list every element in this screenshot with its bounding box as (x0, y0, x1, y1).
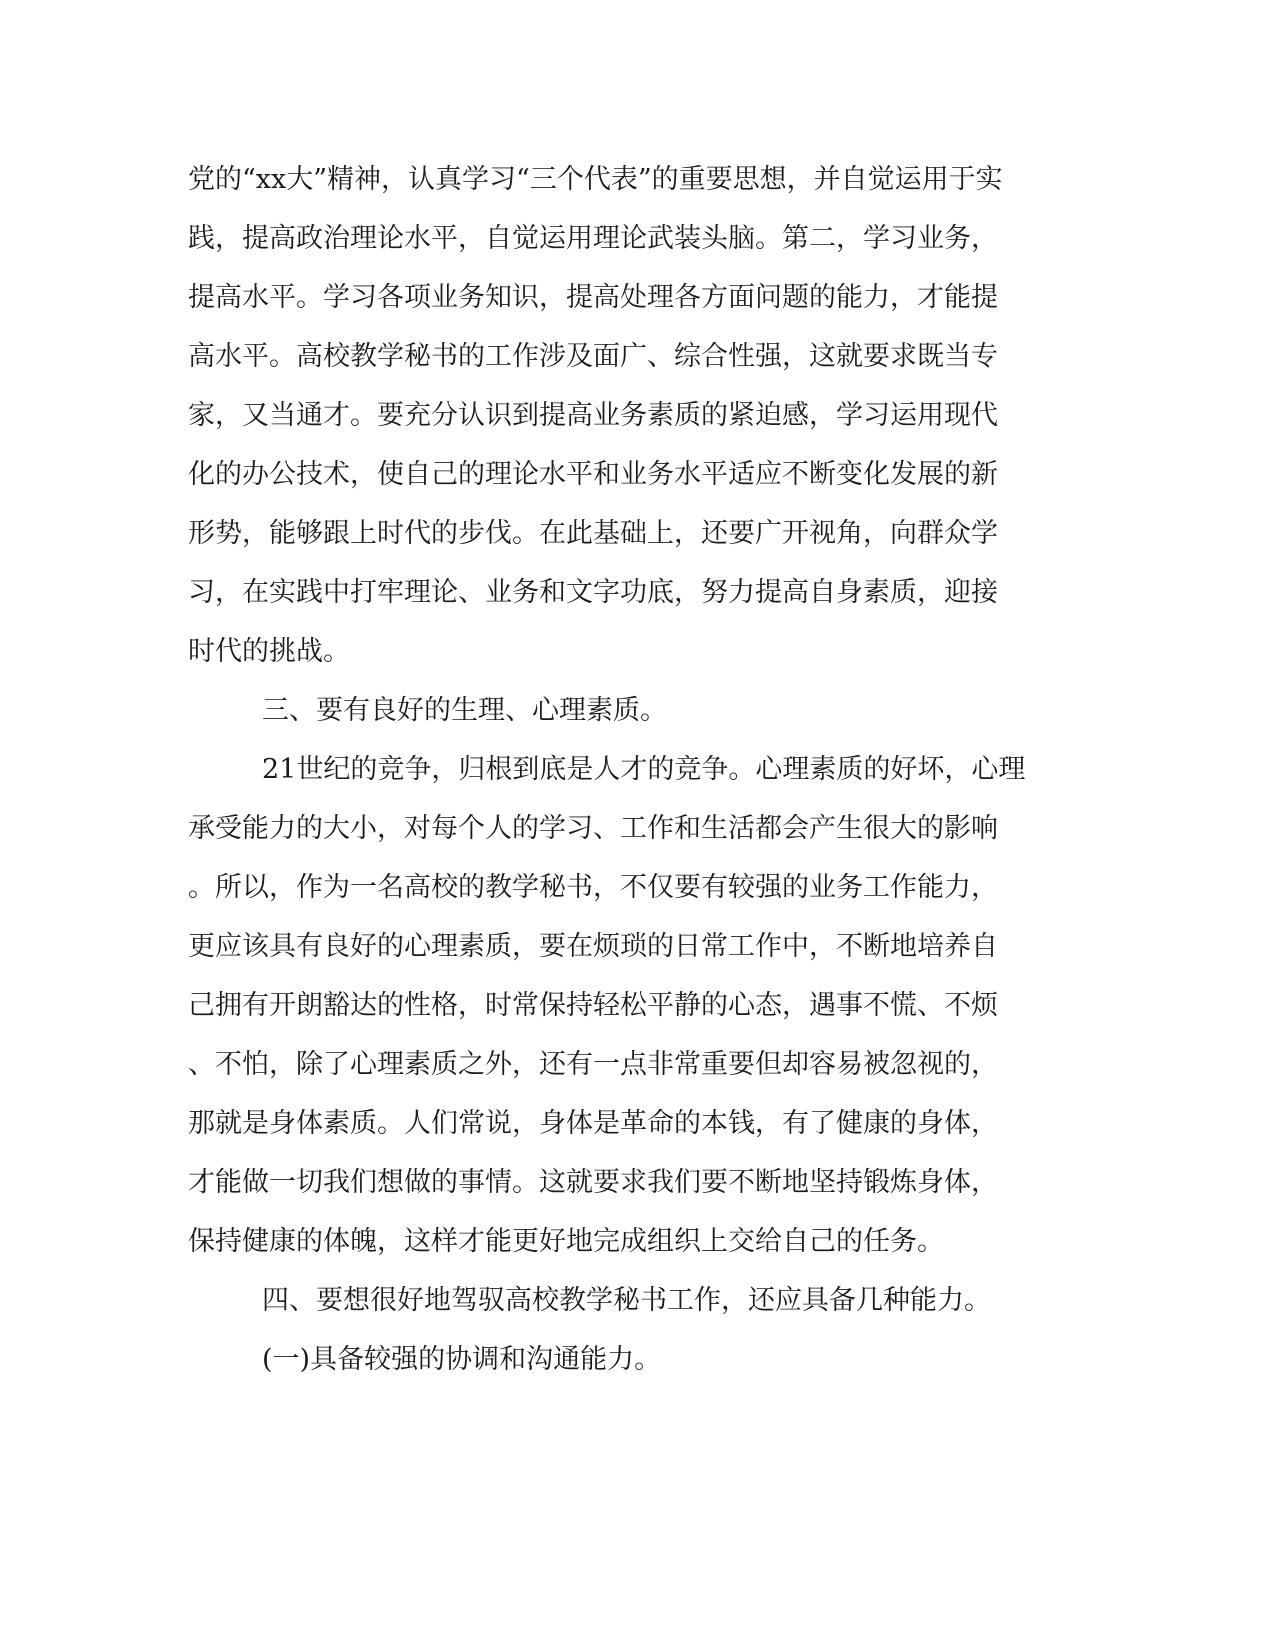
text-line: 己拥有开朗豁达的性格，时常保持轻松平静的心态，遇事不慌、不烦 (188, 990, 998, 1021)
text-line: 更应该具有良好的心理素质，要在烦琐的日常工作中，不断地培养自 (188, 931, 998, 962)
text-line: 践，提高政治理论水平，自觉运用理论武装头脑。第二，学习业务， (188, 223, 998, 254)
text-line: 提高水平。学习各项业务知识，提高处理各方面问题的能力，才能提 (188, 282, 998, 313)
text-line: 高水平。高校教学秘书的工作涉及面广、综合性强，这就要求既当专 (188, 341, 998, 372)
text-line: 承受能力的大小，对每个人的学习、工作和生活都会产生很大的影响 (188, 813, 998, 844)
section-heading: 四、要想很好地驾驭高校教学秘书工作，还应具备几种能力。 (262, 1285, 991, 1316)
text-line: 时代的挑战。 (188, 636, 350, 667)
text-line: 党的“xx大”精神，认真学习“三个代表”的重要思想，并自觉运用于实 (188, 164, 1003, 195)
text-line: 21世纪的竞争，归根到底是人才的竞争。心理素质的好坏，心理 (262, 754, 1026, 785)
text-line: 才能做一切我们想做的事情。这就要求我们要不断地坚持锻炼身体， (188, 1167, 998, 1198)
text-line: 家，又当通才。要充分认识到提高业务素质的紧迫感，学习运用现代 (188, 400, 998, 431)
text-line: 那就是身体素质。人们常说，身体是革命的本钱，有了健康的身体， (188, 1108, 998, 1139)
section-heading: 三、要有良好的生理、心理素质。 (262, 695, 667, 726)
text-line: 、不怕，除了心理素质之外，还有一点非常重要但却容易被忽视的， (188, 1049, 998, 1080)
text-line: 保持健康的体魄，这样才能更好地完成组织上交给自己的任务。 (188, 1226, 944, 1257)
subsection-heading: (一)具备较强的协调和沟通能力。 (262, 1344, 662, 1375)
text-line: 习，在实践中打牢理论、业务和文字功底，努力提高自身素质，迎接 (188, 577, 998, 608)
text-line: 化的办公技术，使自己的理论水平和业务水平适应不断变化发展的新 (188, 459, 998, 490)
text-line: 。所以，作为一名高校的教学秘书，不仅要有较强的业务工作能力， (188, 872, 998, 903)
text-line: 形势，能够跟上时代的步伐。在此基础上，还要广开视角，向群众学 (188, 518, 998, 549)
